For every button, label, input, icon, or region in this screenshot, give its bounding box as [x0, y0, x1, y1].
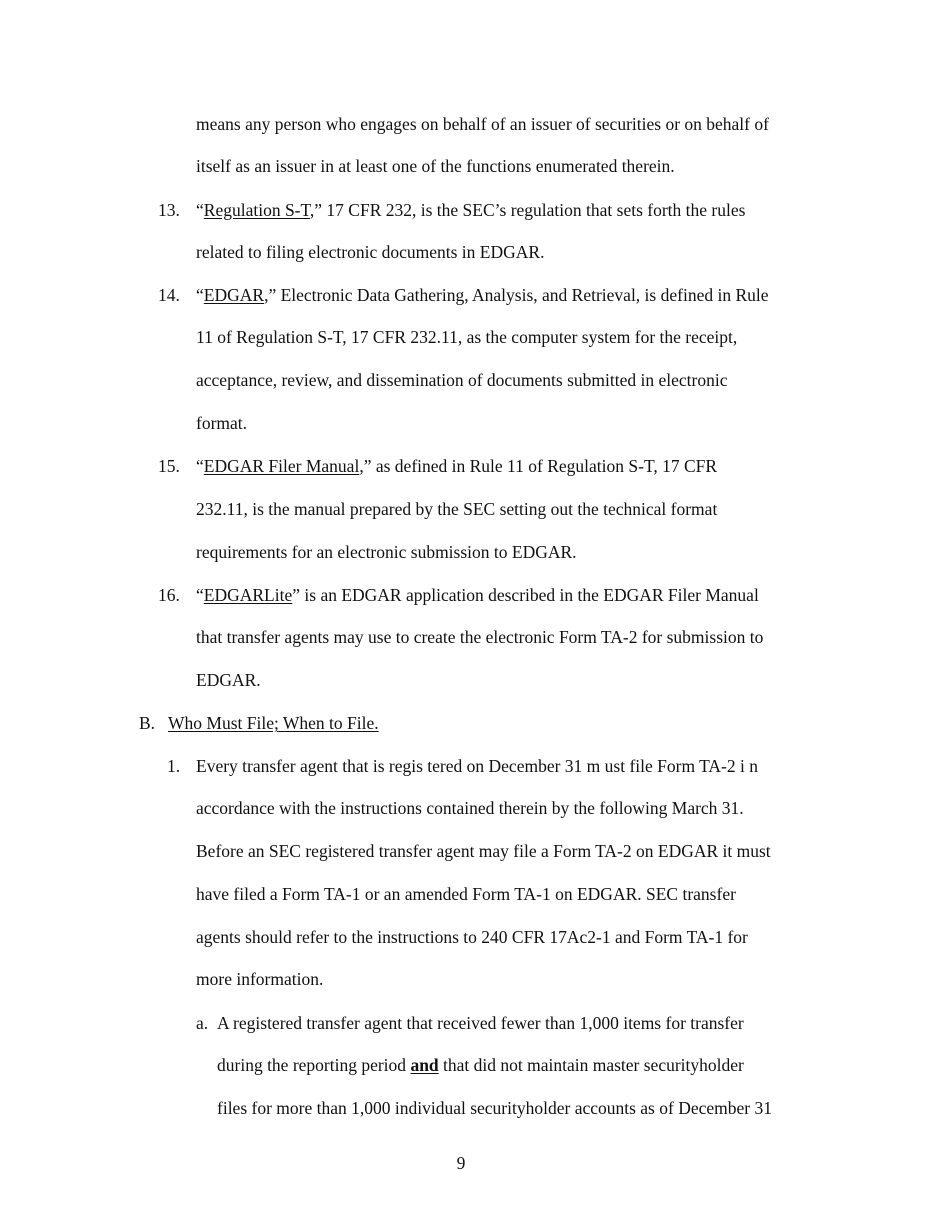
- definition-14-number: 14.: [158, 285, 180, 305]
- section-b-heading: [168, 712, 379, 734]
- defined-term-edgarlite: EDGARLite: [203, 585, 293, 605]
- definition-16-line-2: that transfer agents may use to create the electronic Form TA-2 for submission to: [196, 627, 764, 647]
- continuation-line-1: means any person who engages on behalf of an issuer of securities or on behalf of: [196, 114, 769, 134]
- item-1a-line-1: A registered transfer agent that received fewer than 1,000 items for transfer: [217, 1013, 744, 1033]
- item-1a-line-2: [217, 1054, 744, 1076]
- item-1-line-5: agents should refer to the instructions to 240 CFR 17Ac2-1 and Form TA-1 for: [196, 927, 748, 947]
- definition-14-text: ,” Electronic Data Gathering, Analysis, and Retrieval, is defined in Rule: [264, 285, 769, 305]
- definition-16-line-3: EDGAR.: [196, 670, 261, 690]
- definition-15-line-1: [196, 455, 717, 477]
- page-number: 9: [456, 1153, 466, 1173]
- definition-13-line-1: [196, 199, 745, 221]
- item-1a-line-2-end: that did not maintain master securityholder: [438, 1055, 744, 1075]
- section-b-letter: B.: [139, 713, 156, 733]
- definition-15-line-2: 232.11, is the manual prepared by the SEC setting out the technical format: [196, 499, 718, 519]
- open-quote: “: [196, 200, 204, 220]
- emphasis-and: and: [410, 1055, 439, 1075]
- item-1-number: 1.: [167, 756, 181, 776]
- item-1-line-1: Every transfer agent that is regis tered on December 31 m ust file Form TA-2 i n: [196, 756, 758, 776]
- definition-15-line-3: requirements for an electronic submission to EDGAR.: [196, 542, 577, 562]
- definition-13-line-2: related to filing electronic documents in EDGAR.: [196, 242, 545, 262]
- definition-15-text: ,” as defined in Rule 11 of Regulation S-T, 17 CFR: [359, 456, 718, 476]
- defined-term-regulation-st: Regulation S-T: [203, 200, 310, 220]
- definition-14-line-2: 11 of Regulation S-T, 17 CFR 232.11, as the computer system for the receipt,: [196, 327, 738, 347]
- definition-15-number: 15.: [158, 456, 180, 476]
- definition-13-number: 13.: [158, 200, 180, 220]
- definition-16-text: ” is an EDGAR application described in the EDGAR Filer Manual: [292, 585, 759, 605]
- item-1-line-2: accordance with the instructions contained therein by the following March 31.: [196, 798, 744, 818]
- definition-16-line-1: [196, 584, 759, 606]
- open-quote: “: [196, 285, 204, 305]
- definition-16-number: 16.: [158, 585, 180, 605]
- item-1-line-4: have filed a Form TA-1 or an amended Form TA-1 on EDGAR. SEC transfer: [196, 884, 736, 904]
- item-1-line-3: Before an SEC registered transfer agent may file a Form TA-2 on EDGAR it must: [196, 841, 771, 861]
- defined-term-edgar: EDGAR: [203, 285, 265, 305]
- open-quote: “: [196, 456, 204, 476]
- definition-14-line-1: [196, 284, 769, 306]
- definition-13-text: ,” 17 CFR 232, is the SEC’s regulation that sets forth the rules: [309, 200, 746, 220]
- item-1a-line-2-start: during the reporting period: [217, 1055, 411, 1075]
- continuation-line-2: itself as an issuer in at least one of the functions enumerated therein.: [196, 156, 675, 176]
- open-quote: “: [196, 585, 204, 605]
- item-1-line-6: more information.: [196, 969, 324, 989]
- item-1a-line-3: files for more than 1,000 individual securityholder accounts as of December 31: [217, 1098, 772, 1118]
- defined-term-edgar-filer-manual: EDGAR Filer Manual: [203, 456, 360, 476]
- section-b-heading-text: Who Must File; When to File.: [168, 713, 379, 733]
- definition-14-line-4: format.: [196, 413, 248, 433]
- definition-14-line-3: acceptance, review, and dissemination of documents submitted in electronic: [196, 370, 728, 390]
- item-1a-letter: a.: [196, 1013, 209, 1033]
